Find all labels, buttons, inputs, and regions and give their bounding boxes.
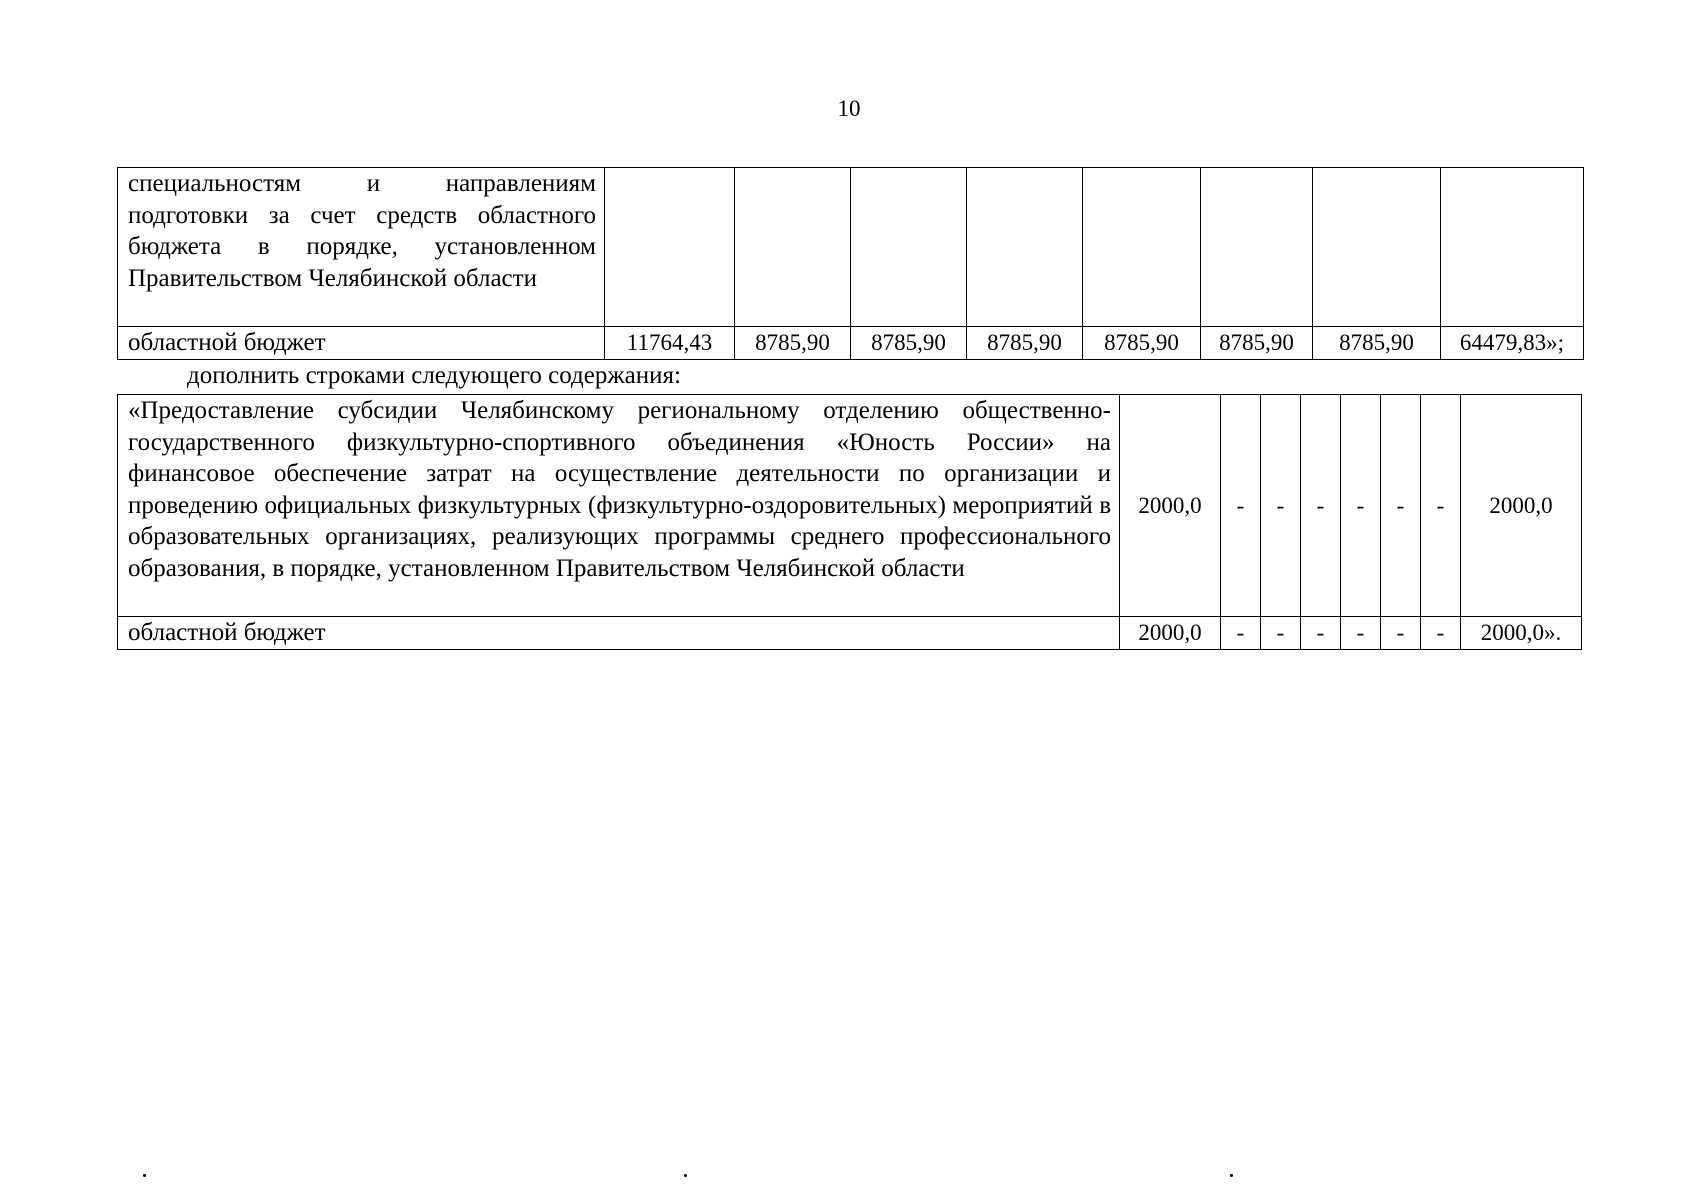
empty-cell — [967, 168, 1083, 327]
year-value: 8785,90 — [1313, 327, 1441, 360]
year-value: 8785,90 — [967, 327, 1083, 360]
funding-table-existing — [117, 167, 1584, 360]
year-value: 8785,90 — [1201, 327, 1313, 360]
dash-cell: - — [1341, 395, 1381, 617]
dash-cell: - — [1261, 617, 1301, 650]
year-value: 8785,90 — [1083, 327, 1201, 360]
dash-cell: - — [1221, 395, 1261, 617]
dash-cell: - — [1421, 395, 1461, 617]
empty-cell — [1201, 168, 1313, 327]
table-row — [118, 617, 1582, 650]
dash-cell: - — [1261, 395, 1301, 617]
year-value: 2000,0 — [1120, 395, 1221, 617]
budget-label: областной бюджет — [118, 327, 605, 360]
table-row — [118, 395, 1582, 617]
total-value: 64479,83»; — [1441, 327, 1584, 360]
total-value: 2000,0». — [1461, 617, 1582, 650]
empty-cell — [605, 168, 735, 327]
dash-cell: - — [1341, 617, 1381, 650]
subsidy-description: «Предоставление субсидии Челябинскому региональному отделению общественно-государственного физкультурно-спортивного объединения «Юность России» на финансовое обеспечение затрат на осуществление деятельности по организации и проведению официальных физкультурных (физкультурно-оздоровительных) мероприятий в образовательных организациях, реализующих программы среднего профессионального образования, в порядке, установленном Правительством Челябинской области — [118, 395, 1120, 617]
dash-cell: - — [1421, 617, 1461, 650]
empty-cell — [851, 168, 967, 327]
year-value: 11764,43 — [605, 327, 735, 360]
dash-cell: - — [1301, 395, 1341, 617]
dash-cell: - — [1221, 617, 1261, 650]
dash-cell: - — [1381, 395, 1421, 617]
budget-label: областной бюджет — [118, 617, 1120, 650]
funding-table-added — [117, 394, 1582, 650]
year-value: 2000,0 — [1120, 617, 1221, 650]
table-row — [118, 168, 1584, 327]
activity-description: специальностям и направлениям подготовки за счет средств областного бюджета в порядке, установленном Правительством Челябинской области — [118, 168, 605, 327]
instruction-text: дополнить строками следующего содержания: — [187, 362, 681, 389]
year-value: 8785,90 — [851, 327, 967, 360]
scan-speck — [1230, 1174, 1233, 1177]
empty-cell — [1313, 168, 1441, 327]
empty-cell — [735, 168, 851, 327]
empty-cell — [1083, 168, 1201, 327]
scan-speck — [684, 1174, 687, 1177]
table-row — [118, 327, 1584, 360]
scan-speck — [143, 1174, 146, 1177]
year-value: 8785,90 — [735, 327, 851, 360]
dash-cell: - — [1301, 617, 1341, 650]
page-number: 10 — [837, 96, 861, 121]
empty-cell — [1441, 168, 1584, 327]
total-value: 2000,0 — [1461, 395, 1582, 617]
dash-cell: - — [1381, 617, 1421, 650]
